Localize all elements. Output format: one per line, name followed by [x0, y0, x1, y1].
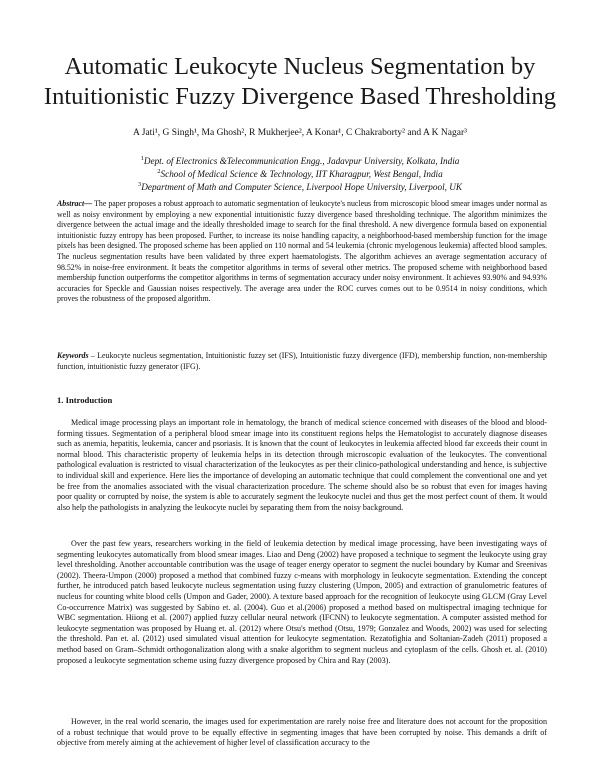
- title-line-2: Intuitionistic Fuzzy Divergence Based Thresholding: [43, 83, 557, 110]
- abstract-text: The paper proposes a robust approach to automatic segmentation of leukocyte's nucleus from microscopic blood smear images under normal as well as noisy environment by employing a new exponential intuitionistic fuzzy divergence based thresholding technique. The algorithm minimizes the divergence between the actual image and the ideally thresholded image to search for the final threshold. A new divergence formula based on exponential intuitionistic fuzzy entropy has been proposed. Further, to increase its noise handling capacity, a neighborhood-based membership function for the image pixels has been designed. The proposed scheme has been applied on 110 normal and 54 leukemia (chronic myelogenous leukemia) affected blood samples. The nucleus segmentation results have been validated by three expert haematologists. The algorithm achieves an average segmentation accuracy of 98.52% in noise-free environment. It beats the competitor algorithms in terms of several other metrics. The proposed scheme with neighborhood based membership function outperforms the competitor algorithms in terms of segmentation accuracy under noisy environment. It achieves 93.90% and 94.93% accuracies for Speckle and Gaussian noises respectively. The average area under the ROC curves comes out to be 0.9514 in noisy conditions, which proves the robustness of the proposed algorithm.: [57, 199, 547, 304]
- intro-paragraph-2: Over the past few years, researchers working in the field of leukemia detection by medical image processing, have been investigating ways of segmenting leukocytes automatically from blood smear images. Liao and Deng (2002) have proposed a technique to segment the leukocyte using gray level thresholding. Another accountable contribution was the usage of teager energy operator to segment the nuclei boundary by Kumar and Sreenivas (2002). Theera-Umpon (2000) proposed a method that combined fuzzy c-means with morphology in leukocyte segmentation. Extending the concept further, he introduced patch based leukocyte nucleus segmentation using fuzzy clustering (Umpon, 2005) and extraction of granulometric features of nucleus for counting white blood cells (Umpon and Gader, 2000). A texture based approach for the recognition of leukocyte using GLCM (Gray Level Co-occurrence Matrix) was suggested by Sabino et. al. (2004). Guo et al.(2006) proposed a method based on multispectral imaging technique for WBC segmentation. Hiiong et al. (2007) applied fuzzy cellular neural network (IFCNN) to leukocyte segmentation. A computer assisted method for leukocyte segmentation was proposed by Huang et. al. (2012) where Otsu's method (Otsu, 1979; Gonzalez and Woods, 2002) was used for selecting the threshold. Pan et. al. (2012) used simulated visual attention for leukocyte segmentation. Rezatofighia and Soltanian-Zadeh (2011) proposed a method based on Gram–Schmidt orthogonalization along with a snake algorithm to segment nucleus and cytoplasm of the cells. Ghosh et. al. (2010) proposed a leukocyte segmentation scheme using fuzzy divergence proposed by Chira and Ray (2003).: [57, 539, 547, 665]
- keywords-dash: –: [88, 351, 98, 360]
- affiliation-mark: 3: [138, 181, 142, 188]
- title-line-1: Automatic Leukocyte Nucleus Segmentation by: [64, 53, 536, 80]
- section-heading-introduction: 1. Introduction: [57, 395, 113, 405]
- abstract-dash: —: [84, 199, 95, 208]
- abstract: [57, 199, 547, 305]
- affiliation-text: School of Medical Science & Technology, IIT Kharagpur, West Bengal, India: [160, 169, 443, 180]
- keywords-text: Leukocyte nucleus segmentation, Intuitionistic fuzzy set (IFS), Intuitionistic fuzzy divergence (IFD), membership function, non-membership function, intuitionistic fuzzy generator (IFG).: [57, 351, 548, 371]
- author-list: A Jati¹, G Singh¹, Ma Ghosh², R Mukherjee², A Konar¹, C Chakraborty² and A K Nagar³: [133, 128, 467, 138]
- paper-title: [40, 52, 560, 112]
- intro-paragraph-1: Medical image processing plays an important role in hematology, the branch of medical science concerned with diseases of the blood and blood-forming tissues. Segmentation of a peripheral blood smear image into its constituent regions helps the Hematologist to accurately diagnose diseases such as anemia, hepatitis, leukemia, cancer and psoriasis. It is known that the count of leukocytes in leukemia affected blood far exceeds their count in normal blood. This characteristic property of leukemia helps in its detection through microscopic evaluation of the leukocytes. The conventional pathological evaluation is restricted to visual characterization of the leukocytes as per their clinico-pathological understanding and hence, is subjective to individual skill and experience. Here lies the importance of developing an automatic technique that could complement the conventional one and yet be free from the anomalies associated with the visual characterization procedure. The scheme should also be so robust that even for images having poor quality or corrupted by noise, the system is able to accurately segment the leukocyte nuclei and thus get the most perfect count of them. It would also help the pathologists in analyzing the leukocyte nuclei by separating them from the noisy background.: [57, 418, 547, 512]
- affiliation-mark: 1: [140, 155, 144, 162]
- affiliation-text: Dept. of Electronics &Telecommunication Engg., Jadavpur University, Kolkata, India: [143, 156, 460, 167]
- keywords-label: Keywords: [57, 351, 89, 360]
- affiliation-1: [40, 153, 560, 167]
- intro-paragraph-3: However, in the real world scenario, the images used for experimentation are rarely noise free and literature does not account for the proposition of a robust technique that would prove to be equally effective in segmenting images that have been corrupted by noise. This demands a drift of objective from merely aiming at the achievement of higher level of classification accuracy to the: [57, 717, 547, 748]
- affiliation-3: [40, 179, 560, 193]
- affiliation-mark: 2: [157, 168, 161, 175]
- affiliation-text: Department of Math and Computer Science, Liverpool Hope University, Liverpool, UK: [141, 182, 462, 193]
- affiliation-2: [40, 166, 560, 180]
- keywords: [57, 351, 547, 372]
- abstract-label: Abstract: [57, 199, 85, 208]
